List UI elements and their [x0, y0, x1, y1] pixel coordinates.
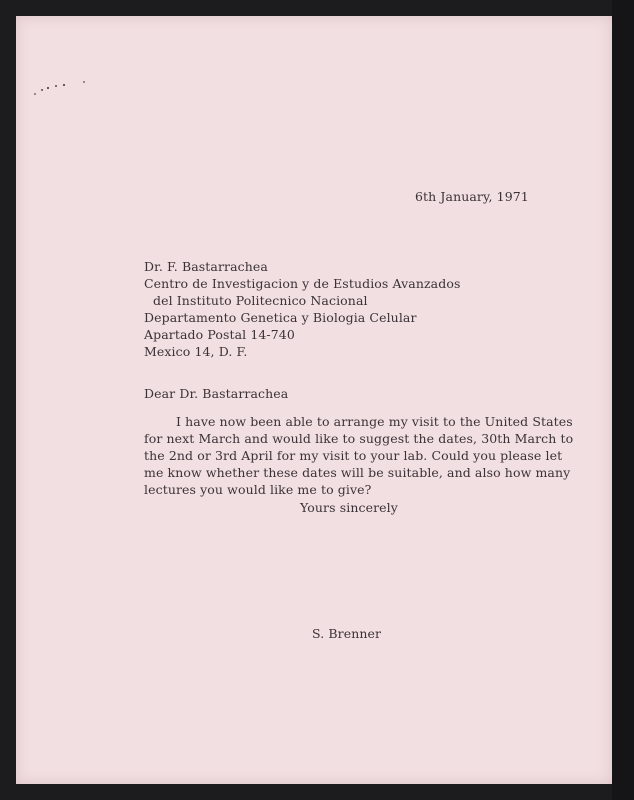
letter-page — [16, 16, 612, 784]
speck — [34, 93, 36, 95]
salutation: Dear Dr. Bastarrachea — [144, 386, 289, 401]
speck — [63, 84, 65, 86]
address-line: Mexico 14, D. F. — [144, 344, 248, 359]
body-line: the 2nd or 3rd April for my visit to your lab. Could you please let — [144, 448, 563, 463]
body-line: for next March and would like to suggest the dates, 30th March to — [144, 431, 574, 446]
speck — [41, 89, 43, 91]
signature-name: S. Brenner — [312, 626, 382, 641]
address-line: Dr. F. Bastarrachea — [144, 259, 268, 274]
speck — [47, 87, 49, 89]
speck — [83, 81, 85, 83]
body-line: I have now been able to arrange my visit to the United States — [176, 414, 573, 429]
speck — [55, 85, 57, 87]
closing: Yours sincerely — [300, 500, 398, 515]
body-line: lectures you would like me to give? — [144, 482, 372, 497]
paper-specks — [32, 70, 92, 100]
address-line: del Instituto Politecnico Nacional — [153, 293, 368, 308]
body-line: me know whether these dates will be suitable, and also how many — [144, 465, 571, 480]
letter-date: 6th January, 1971 — [415, 189, 529, 204]
address-line: Apartado Postal 14-740 — [144, 327, 295, 342]
address-line: Departamento Genetica y Biologia Celular — [144, 310, 417, 325]
scan-border — [612, 0, 634, 800]
address-line: Centro de Investigacion y de Estudios Avanzados — [144, 276, 461, 291]
